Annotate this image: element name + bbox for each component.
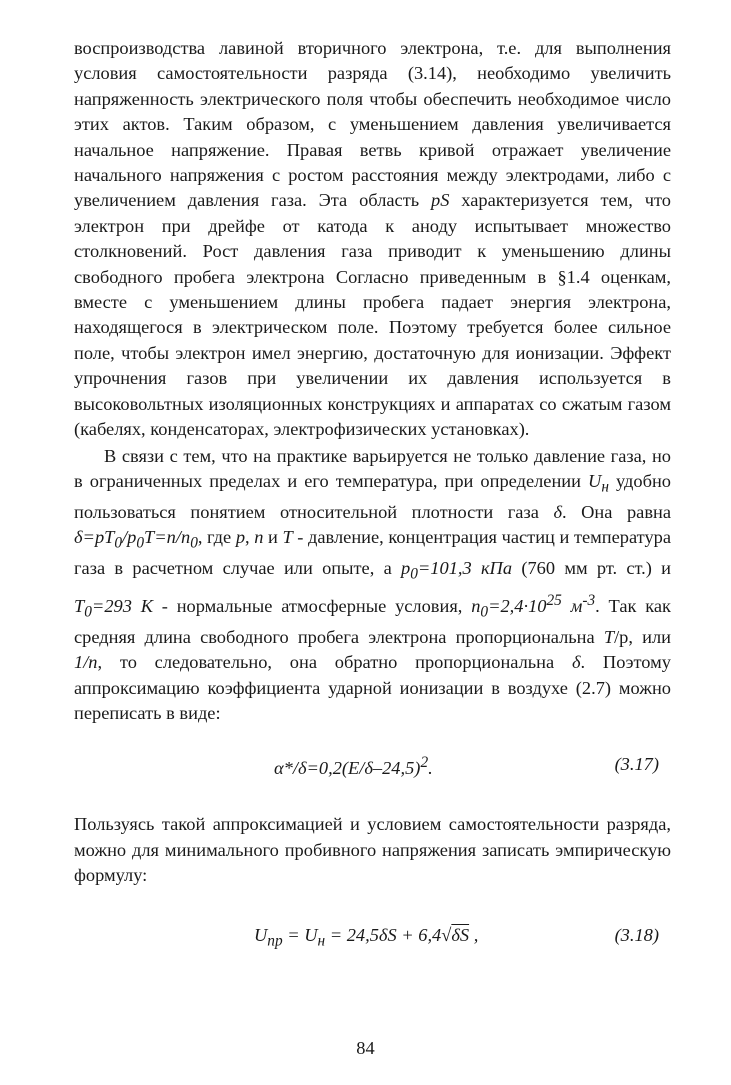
page-number: 84	[356, 1038, 375, 1058]
formula-number: (3.17)	[614, 754, 659, 775]
paragraph-1: воспроизводства лавиной вторичного электрона, т.е. для выполнения условия самостоятельности разряда (3.14), необходимо увеличить напряженность электрического поля чтобы обеспечить необходимое число этих актов. Таким образом, с уменьшением давления увеличивается начальное напряжение. Правая ветвь кривой отражает увеличение начального напряжения с ростом расстояния между электродами, либо с увеличением давления газа. Эта область pS характеризуется тем, что электрон при дрейфе от катода к аноду испытывает множество столкновений. Рост давления газа приводит к уменьшению длины свободного пробега электрона Согласно приведенным в §1.4 оценкам, вместе с уменьшением длины пробега падает энергия электрона, находящегося в электрическом поле. Поэтому требуется более сильное поле, чтобы электрон имел энергию, достаточную для ионизации. Эффект упрочнения газов при увеличении их давления используется в высоковольтных изоляционных конструкциях и аппаратах со сжатым газом (кабелях, конденсаторах, электрофизических установках).	[74, 38, 671, 440]
formula-expression: $U_{пр} = U_н = 24,5\delta S + 6,4√\delta S$ ,	[254, 924, 479, 950]
formula-number: (3.18)	[614, 924, 659, 945]
paragraph-3: Пользуясь такой аппроксимацией и условием самостоятельности разряда, можно для минимального пробивного напряжения записать эмпирическую формулу:	[74, 814, 671, 886]
formula-expression: $\alpha*/\delta=0,2(E/\delta-24,5)^2$.	[274, 754, 433, 779]
formula-3-18	[74, 915, 671, 963]
formula-3-17	[74, 742, 671, 790]
paragraph-2: В связи с тем, что на практике варьируется не только давление газа, но в ограниченных пределах и его температура, при определении $U_н$ удобно пользоваться понятием относительной плотности газа δ. Она равна $\delta=pT_0/p_0T=n/n_0$, где p, n и T - давление, концентрация частиц и температура газа в расчетном случае или опыте, а $p_0=101,3$ кПа (760 мм рт. ст.) и $T_0=293$ К - нормальные атмосферные условия, $n_0=2,4\cdot 10^{25}$ $м^{-3}$. Так как средняя длина свободного пробега электрона пропорциональна T/p, или 1/n, то следовательно, она обратно пропорциональна δ. Поэтому аппроксимацию коэффициента ударной ионизации в воздухе (2.7) можно переписать в виде:	[74, 445, 672, 723]
